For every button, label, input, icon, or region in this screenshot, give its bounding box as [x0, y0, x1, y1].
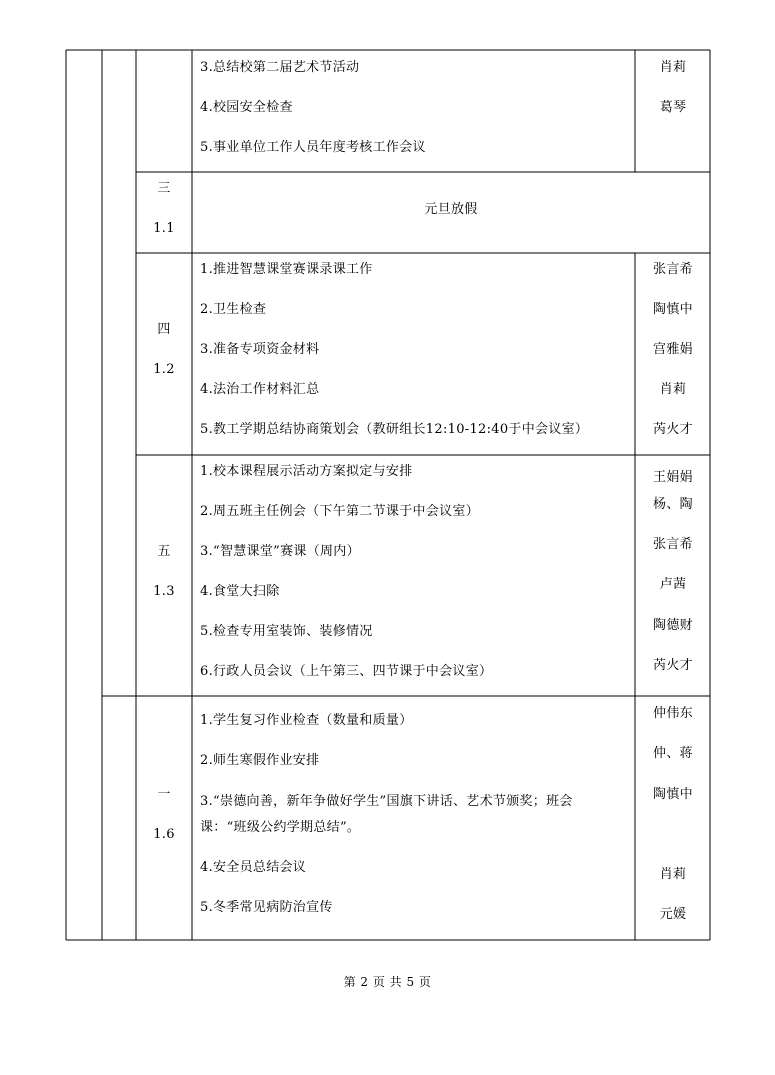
row2-item-4: 4.法治工作材料汇总: [200, 382, 320, 397]
row4-person-4: 肖莉: [659, 867, 687, 882]
row3-person-6: 芮火才: [653, 658, 693, 673]
row2-item-5: 5.教工学期总结协商策划会（教研组长12:10-12:40于中会议室）: [200, 422, 589, 437]
row0-person-1: 肖莉: [659, 60, 687, 75]
row4-person-5: 元媛: [659, 907, 687, 922]
row3-item-4: 4.食堂大扫除: [200, 584, 280, 599]
row4-item-3: 3.“崇德向善，新年争做好学生”国旗下讲话、艺术节颁奖；班会: [200, 794, 573, 809]
row2-item-3: 3.准备专项资金材料: [200, 342, 320, 357]
row2-date: 1.2: [153, 362, 175, 377]
row2-person-1: 张言希: [653, 262, 693, 277]
row2-item-2: 2.卫生检查: [200, 302, 267, 317]
row2-item-1: 1.推进智慧课堂赛课录课工作: [200, 262, 373, 277]
row2-day: 四: [157, 322, 171, 337]
row0-person-2: 葛琴: [659, 100, 687, 115]
row3-person-2: 杨、陶: [653, 497, 693, 512]
row4-person-2: 仲、蒋: [653, 746, 693, 761]
row3-day: 五: [157, 544, 171, 559]
row4-person-1: 仲伟东: [653, 706, 693, 721]
row4-date: 1.6: [153, 827, 175, 842]
row3-person-1: 王娟娟: [653, 470, 693, 485]
row4-item-2: 2.师生寒假作业安排: [200, 753, 320, 768]
row3-date: 1.3: [153, 584, 175, 599]
page-number-footer: 第 2 页 共 5 页: [343, 975, 432, 989]
row2-person-3: 宫雅娟: [653, 342, 693, 357]
row3-person-5: 陶德财: [653, 618, 693, 633]
row4-day: 一: [157, 787, 171, 802]
row1-date: 1.1: [153, 221, 175, 236]
row4-item-5: 5.冬季常见病防治宣传: [200, 900, 333, 915]
row2-person-2: 陶慎中: [653, 302, 693, 317]
row2-person-4: 肖莉: [659, 382, 687, 397]
row4-item-4: 4.安全员总结会议: [200, 860, 307, 875]
row3-item-1: 1.校本课程展示活动方案拟定与安排: [200, 464, 413, 479]
row0-item-4: 4.校园安全检查: [200, 100, 293, 115]
row1-day: 三: [157, 181, 171, 196]
row0-item-5: 5.事业单位工作人员年度考核工作会议: [200, 140, 426, 155]
row2-person-5: 芮火才: [653, 422, 693, 437]
row4-person-3: 陶慎中: [653, 787, 693, 802]
row3-item-5: 5.检查专用室装饰、装修情况: [200, 624, 373, 639]
row0-item-3: 3.总结校第二届艺术节活动: [200, 60, 360, 75]
row3-person-3: 张言希: [653, 537, 693, 552]
row3-item-2: 2.周五班主任例会（下午第二节课于中会议室）: [200, 504, 480, 519]
row4-item-1: 1.学生复习作业检查（数量和质量）: [200, 713, 413, 728]
row4-item-3-cont: 课：“班级公约学期总结”。: [200, 820, 361, 835]
row3-item-3: 3.“智慧课堂”赛课（周内）: [200, 544, 360, 559]
row3-person-4: 卢茜: [659, 577, 687, 592]
row1-holiday-note: 元旦放假: [424, 202, 478, 217]
row3-item-6: 6.行政人员会议（上午第三、四节课于中会议室）: [200, 664, 493, 679]
